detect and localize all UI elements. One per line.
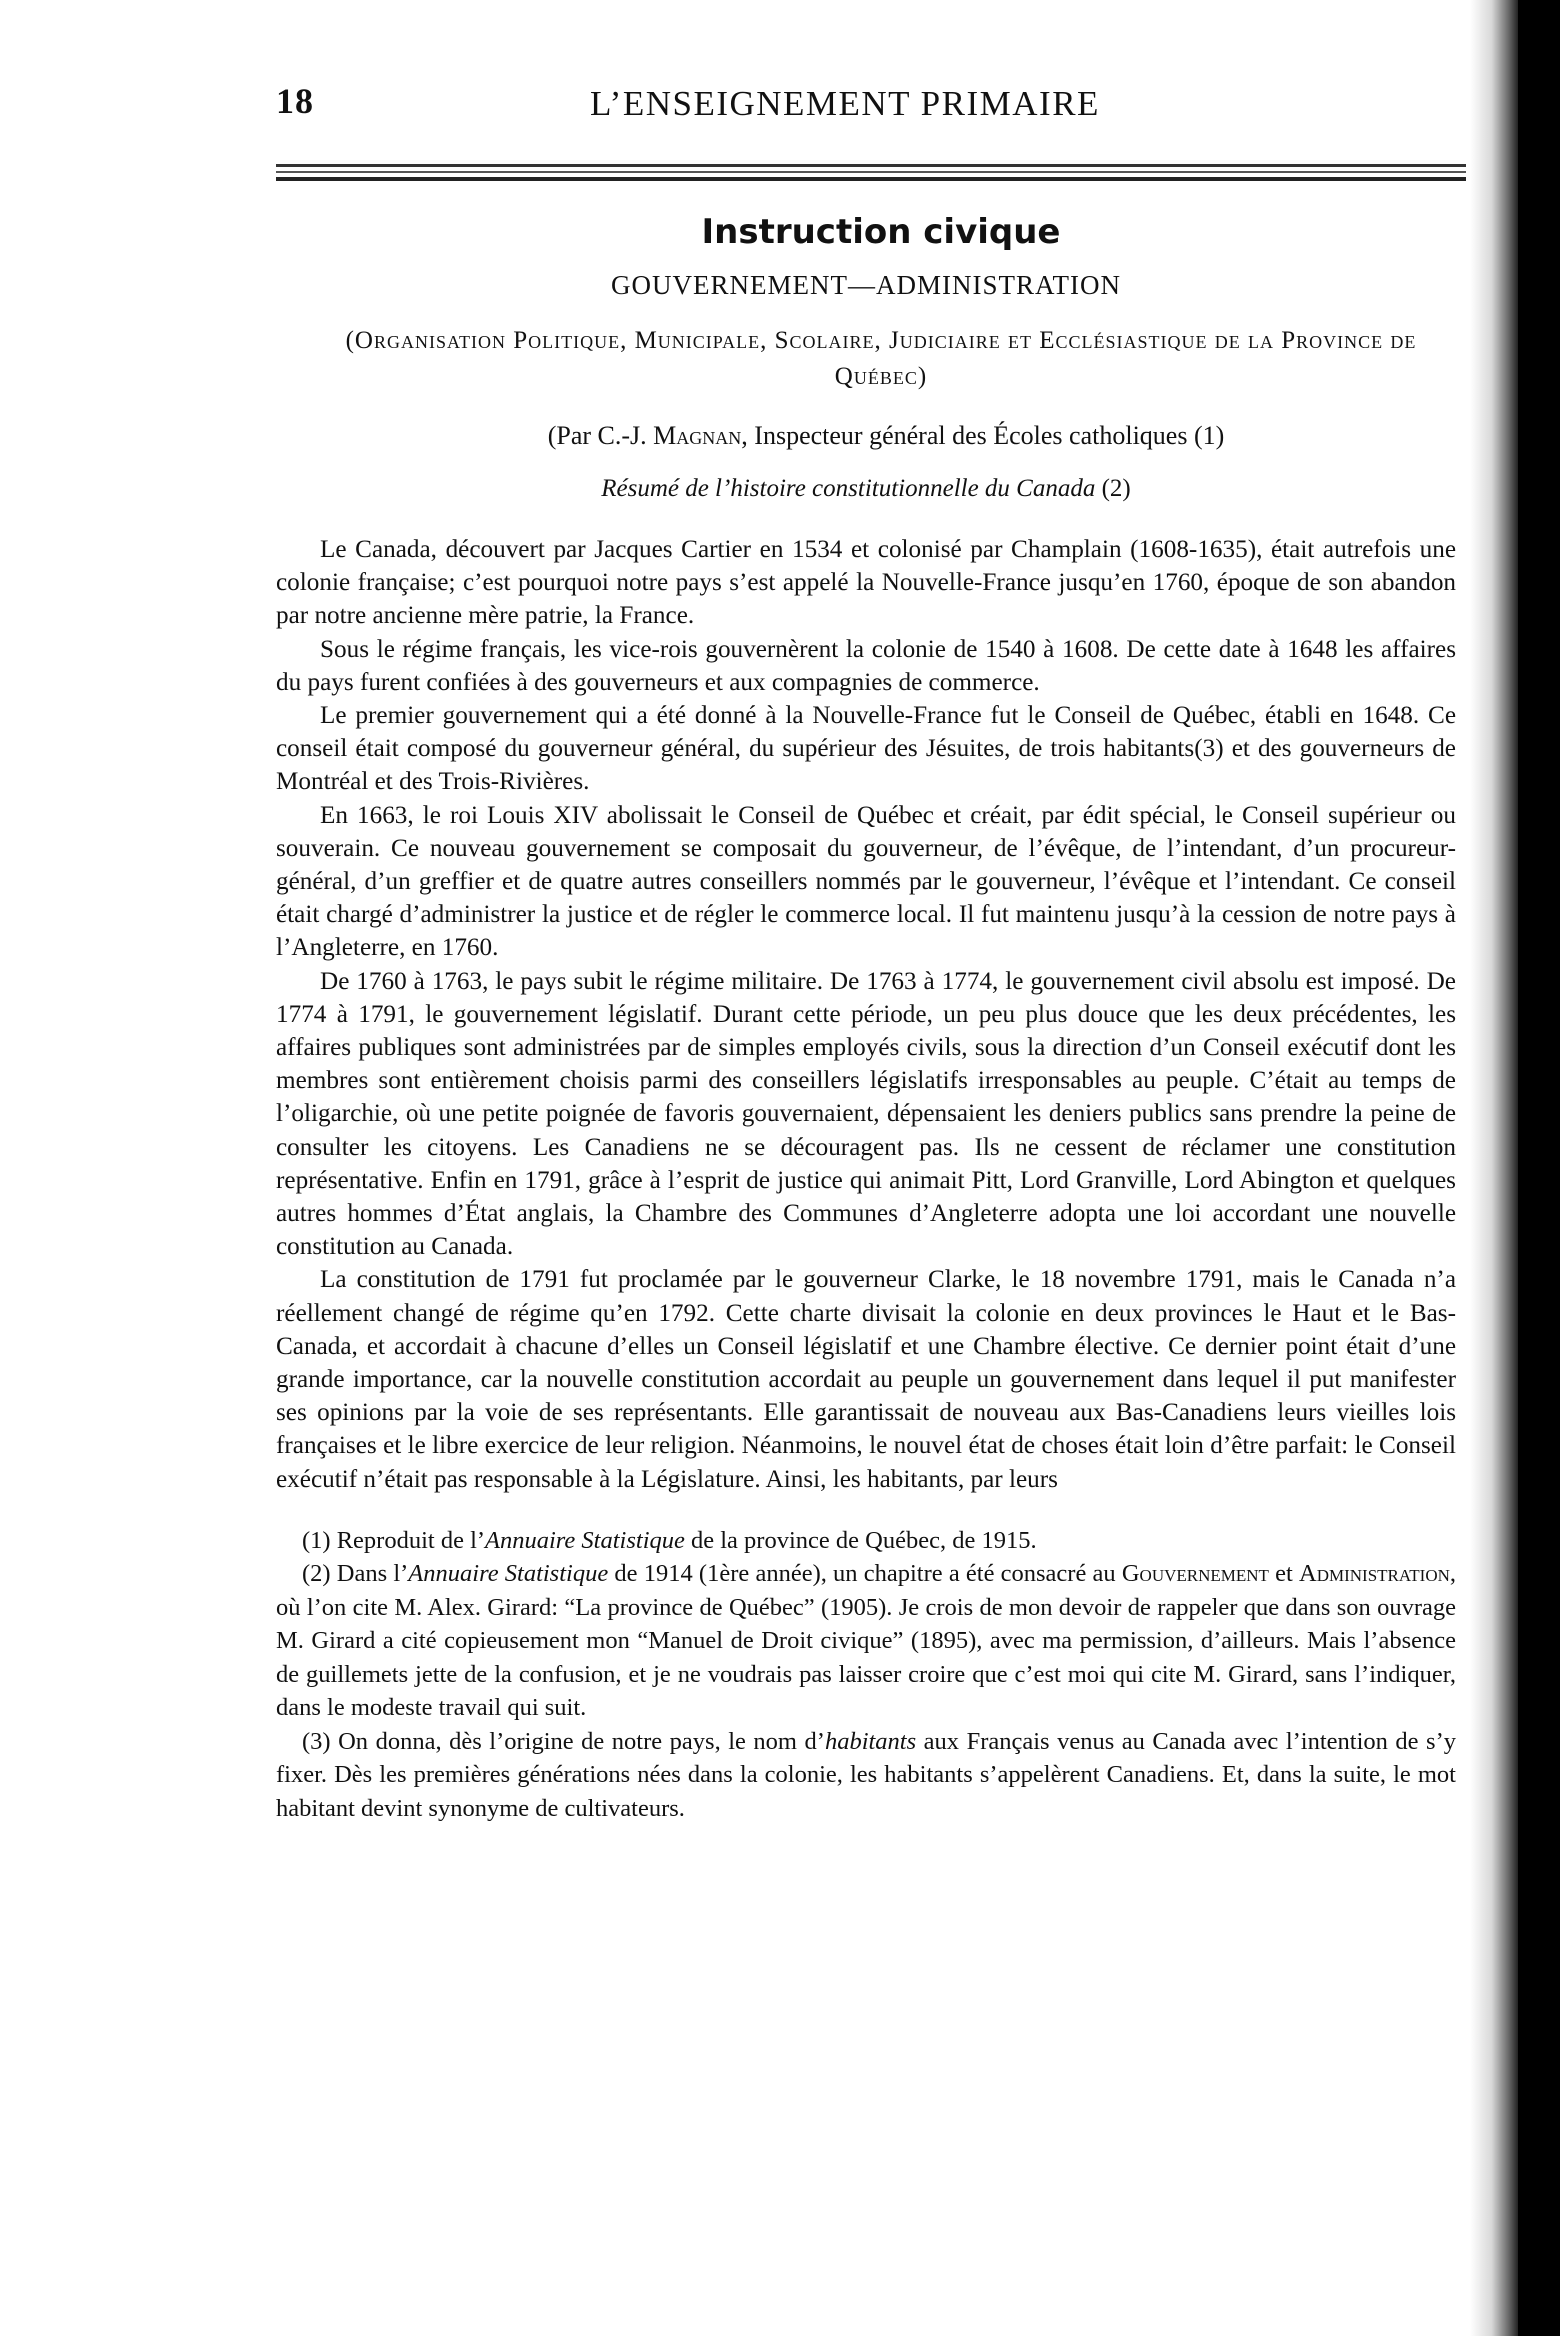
footnote-italic: Annuaire Statistique xyxy=(408,1560,609,1588)
footnote-text: Dans l’ xyxy=(330,1560,409,1588)
resume-note: (2) xyxy=(1095,475,1131,502)
footnote-marker: (1) xyxy=(302,1526,331,1554)
body-text xyxy=(276,533,1456,1496)
byline-suffix: , Inspecteur général des Écoles catholiques (1) xyxy=(741,421,1225,450)
footnote-text: On donna, dès l’origine de notre pays, le nom d’ xyxy=(330,1727,825,1755)
footnotes xyxy=(276,1524,1456,1826)
journal-title: L’ENSEIGNEMENT PRIMAIRE xyxy=(590,84,1100,123)
paragraph: En 1663, le roi Louis XIV abolissait le Conseil de Québec et créait, par édit spécial, le Conseil supérieur ou souverain. Ce nouveau gouvernement se composait du gouverneur, de l’évêque, de l’intendant, d’un procureur-général, d’un greffier et de quatre autres conseillers nommés par le gouverneur, l’évêque et l’intendant. Ce conseil était chargé d’administrer la justice et de régler le commerce local. Il fut maintenu jusqu’à la cession de notre pays à l’Angleterre, en 1760. xyxy=(276,801,1456,962)
footnote-italic: Annuaire Statistique xyxy=(485,1526,685,1554)
footnote-1 xyxy=(276,1524,1456,1558)
footnote-2 xyxy=(276,1557,1456,1725)
paragraph: De 1760 à 1763, le pays subit le régime militaire. De 1763 à 1774, le gouvernement civil absolu est imposé. De 1774 à 1791, le gouvernement législatif. Durant cette période, un peu plus douce que les deux précédentes, les affaires publiques sont administrées par de simples employés civils, sous la direction d’un Conseil exécutif dont les membres sont entièrement choisis parmi des conseillers législatifs irresponsables au peuple. C’était au temps de l’oligarchie, où une petite poignée de favoris gouvernaient, dépensaient les deniers publics sans prendre la peine de consulter les citoyens. Les Canadiens ne se découragent pas. Ils ne cessent de réclamer une constitution représentative. Enfin en 1791, grâce à l’esprit de justice qui animait Pitt, Lord Granville, Lord Abington et quelques autres hommes d’État anglais, la Chambre des Communes d’Angleterre adopta une loi accordant une nouvelle constitution au Canada. xyxy=(276,967,1456,1261)
footnote-marker: (3) xyxy=(302,1727,331,1755)
section-subtitle: GOUVERNEMENT—ADMINISTRATION xyxy=(611,270,1121,300)
byline-prefix: (Par C.-J. xyxy=(547,421,654,450)
article xyxy=(276,212,1456,1825)
section-title: Instruction civique xyxy=(701,212,1061,252)
footnote-smallcaps: Administration xyxy=(1299,1560,1450,1588)
footnote-text: de 1914 (1ère année), un chapitre a été consacré au xyxy=(608,1560,1122,1588)
header-rule xyxy=(276,164,1466,184)
paragraph: Le premier gouvernement qui a été donné à la Nouvelle-France fut le Conseil de Québec, établi en 1648. Ce conseil était composé du gouverneur général, du supérieur des Jésuites, de trois habitants(3) et des gouverneurs de Montréal et des Trois-Rivières. xyxy=(276,702,1456,796)
footnote-text: , où l’on cite M. Alex. Girard: “La province de Québec” (1905). Je crois de mon devoir de rappeler que dans son ouvrage M. Girard a cité copieusement mon “Manuel de Droit civique” (1895), avec ma permission, d’ailleurs. Mais l’absence de guillemets jette de la confusion, et je ne voudrais pas laisser croire que c’est moi qui cite M. Girard, sans l’indiquer, dans le modeste travail qui suit. xyxy=(276,1560,1456,1722)
running-head xyxy=(276,80,1466,140)
organisation-heading: (Organisation Politique, Municipale, Scolaire, Judiciaire et Ecclésiastique de la Province de Québec) xyxy=(345,327,1417,390)
byline-author: Magnan xyxy=(653,421,742,450)
resume-title: Résumé de l’histoire constitutionnelle du Canada xyxy=(601,475,1096,502)
footnote-3 xyxy=(276,1725,1456,1826)
paragraph: Le Canada, découvert par Jacques Cartier en 1534 et colonisé par Champlain (1608-1635), était autrefois une colonie française; c’est pourquoi notre pays s’est appelé la Nouvelle-France jusqu’en 1760, époque de son abandon par notre ancienne mère patrie, la France. xyxy=(276,536,1456,630)
page-edge-shadow xyxy=(1470,0,1518,2336)
footnote-smallcaps: Gouvernement xyxy=(1121,1560,1269,1588)
footnote-text: Reproduit de l’ xyxy=(330,1526,486,1554)
paragraph: La constitution de 1791 fut proclamée par le gouverneur Clarke, le 18 novembre 1791, mais le Canada n’a réellement changé de régime qu’en 1792. Cette charte divisait la colonie en deux provinces le Haut et le Bas-Canada, et accordait à chacune d’elles un Conseil législatif et une Chambre élective. Ce dernier point était d’une grande importance, car la nouvelle constitution accordait au peuple un gouvernement dans lequel il put manifester ses opinions par la voie de ses représentants. Elle garantissait de nouveau aux Bas-Canadiens leurs vieilles lois françaises et le libre exercice de leur religion. Néanmoins, le nouvel état de choses était loin d’être parfait: le Conseil exécutif n’était pas responsable à la Législature. Ainsi, les habitants, par leurs xyxy=(276,1266,1456,1493)
footnote-text: et xyxy=(1268,1560,1300,1588)
footnote-text: aux Français venus au Canada avec l’intention de s’y fixer. Dès les premières générations nées dans la colonie, les habitants s’appelèrent Canadiens. Et, dans la suite, le mot habitant devint synonyme de cultivateurs. xyxy=(276,1727,1456,1822)
paragraph: Sous le régime français, les vice-rois gouvernèrent la colonie de 1540 à 1608. De cette date à 1648 les affaires du pays furent confiées à des gouverneurs et aux compagnies de commerce. xyxy=(276,635,1456,696)
page-number: 18 xyxy=(276,81,314,121)
footnote-text: de la province de Québec, de 1915. xyxy=(684,1526,1037,1554)
resume-heading xyxy=(276,475,1456,503)
footnote-marker: (2) xyxy=(302,1560,331,1588)
footnote-italic: habitants xyxy=(824,1727,917,1755)
byline xyxy=(276,421,1456,451)
